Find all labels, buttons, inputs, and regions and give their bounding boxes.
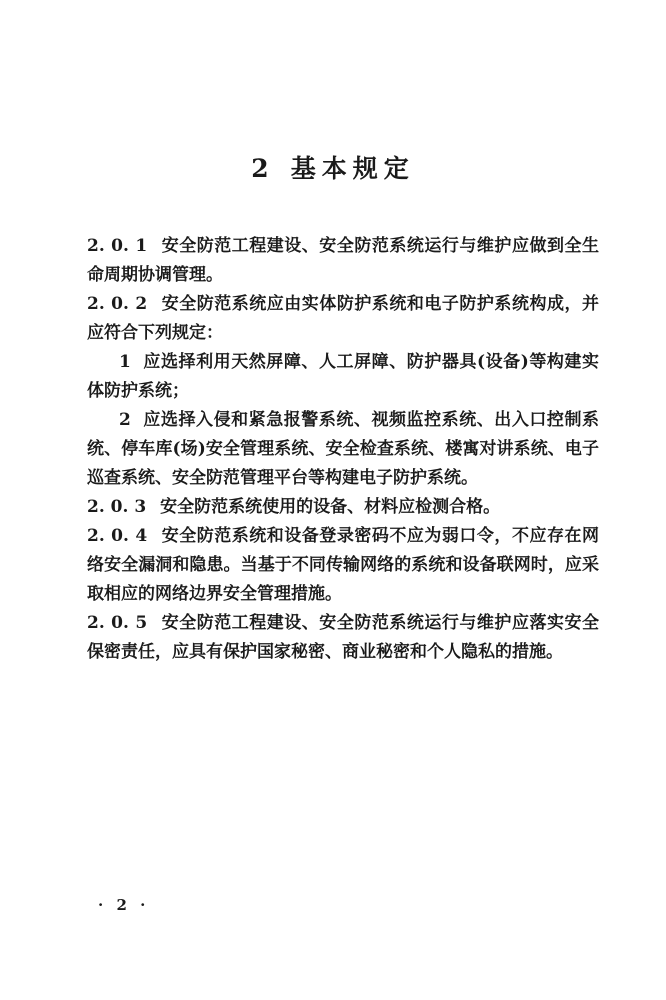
item-text: 应选择入侵和紧急报警系统、视频监控系统、出入口控制系统、停车库(场)安全管理系统、安全检查系统、楼寓对讲系统、电子巡查系统、安全防范管理平台等构建电子防护系统。 xyxy=(87,410,599,488)
clause-2-0-4 xyxy=(87,522,599,609)
clause-2-0-5 xyxy=(87,609,599,667)
chapter-body xyxy=(87,232,599,667)
clause-number: 2. 0. 4 xyxy=(87,526,148,546)
clause-text: 安全防范工程建设、安全防范系统运行与维护应做到全生命周期协调管理。 xyxy=(87,236,599,285)
clause-number: 2. 0. 2 xyxy=(87,294,148,314)
clause-2-0-2-item-2 xyxy=(87,406,599,493)
page-number: · 2 · xyxy=(98,896,150,914)
clause-text: 安全防范系统应由实体防护系统和电子防护系统构成，并应符合下列规定： xyxy=(87,294,599,343)
clause-2-0-2 xyxy=(87,290,599,348)
clause-text: 安全防范系统使用的设备、材料应检测合格。 xyxy=(160,497,501,517)
chapter-title-text: 基本规定 xyxy=(290,154,415,183)
clause-2-0-3 xyxy=(87,493,599,522)
clause-number: 2. 0. 5 xyxy=(87,613,148,633)
clause-number: 2. 0. 3 xyxy=(87,497,147,517)
clause-2-0-2-item-1 xyxy=(87,348,599,406)
clause-text: 安全防范工程建设、安全防范系统运行与维护应落实安全保密责任，应具有保护国家秘密、商业秘密和个人隐私的措施。 xyxy=(87,613,599,662)
clause-2-0-1 xyxy=(87,232,599,290)
item-text: 应选择利用天然屏障、人工屏障、防护器具(设备)等构建实体防护系统； xyxy=(87,352,599,401)
clause-text: 安全防范系统和设备登录密码不应为弱口令，不应存在网络安全漏洞和隐患。当基于不同传输网络的系统和设备联网时，应采取相应的网络边界安全管理措施。 xyxy=(87,526,599,604)
chapter-number: 2 xyxy=(251,154,275,183)
item-number: 2 xyxy=(119,410,131,430)
clause-number: 2. 0. 1 xyxy=(87,236,148,256)
chapter-title xyxy=(0,152,666,186)
item-number: 1 xyxy=(119,352,131,372)
